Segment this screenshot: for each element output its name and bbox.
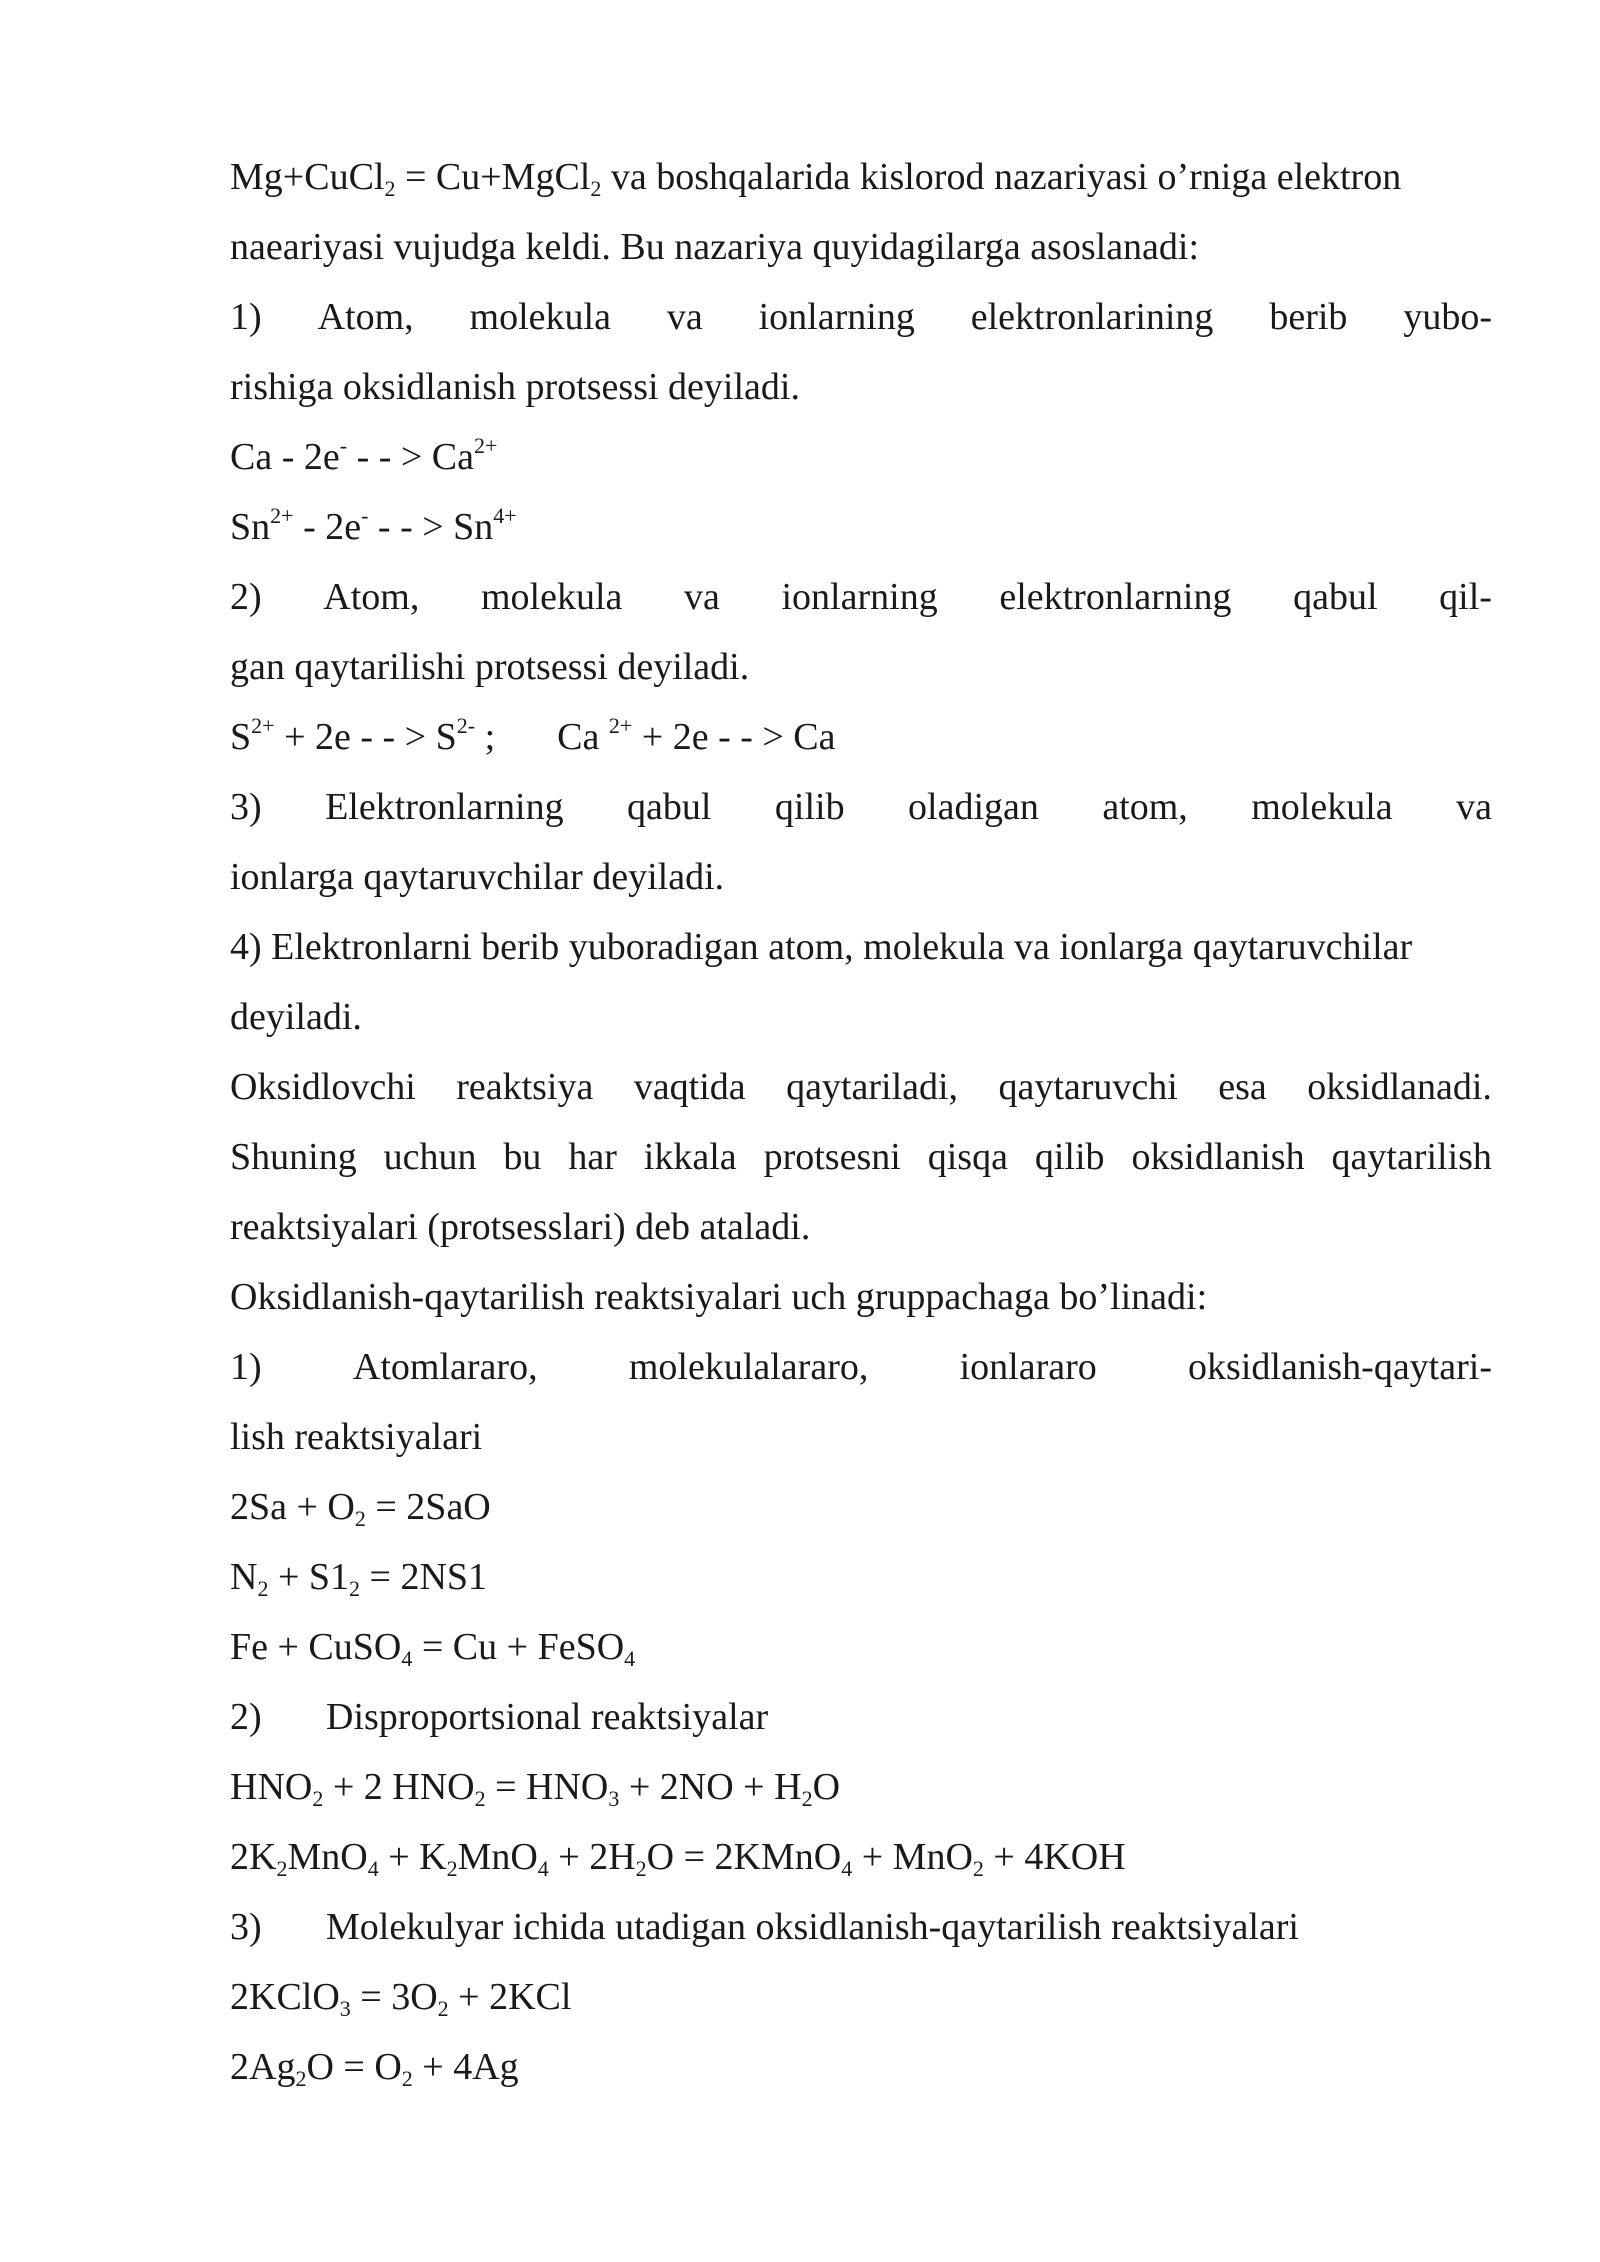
- text: O = 2KMnO: [646, 1836, 842, 1878]
- word: Shuning: [230, 1136, 357, 1178]
- subscript: 2: [590, 176, 602, 201]
- item-1-line-2: rishiga oksidlanish protsessi deyiladi.: [230, 366, 800, 408]
- group-1-line-1: [230, 1341, 1492, 1393]
- word: atom,: [1102, 786, 1188, 828]
- subscript: 2: [635, 1856, 647, 1881]
- item-4-line-1: 4) Elektronlarni berib yuboradigan atom, molekula va ionlarga qaytaruvchilar: [230, 926, 1413, 968]
- subscript: 2: [312, 1786, 324, 1811]
- text: + K: [378, 1836, 447, 1878]
- superscript: -: [361, 503, 369, 528]
- text: MnO: [287, 1836, 368, 1878]
- word: va: [1456, 786, 1492, 828]
- word: har: [568, 1136, 617, 1178]
- word: molekula: [1251, 786, 1393, 828]
- item-2-line-2: gan qaytarilishi protsessi deyiladi.: [230, 646, 750, 688]
- equation-ns: [230, 1551, 1492, 1603]
- group-3-heading: [230, 1901, 1492, 1953]
- subscript: 3: [608, 1786, 620, 1811]
- word: oksidlanish-qaytari-: [1188, 1346, 1492, 1388]
- subscript: 4: [624, 1646, 636, 1671]
- word: protsesni: [763, 1136, 901, 1178]
- word: qaytarilish: [1331, 1136, 1492, 1178]
- text: O = O: [306, 2046, 402, 2088]
- word: va: [684, 576, 720, 618]
- item-3-line-2: ionlarga qaytaruvchilar deyiladi.: [230, 856, 725, 898]
- text: 2Sa + O: [230, 1486, 355, 1528]
- text: O: [812, 1766, 841, 1808]
- word: bu: [503, 1136, 542, 1178]
- text: - - > Ca: [347, 436, 475, 478]
- subscript: 2: [474, 1786, 486, 1811]
- text: + S1: [268, 1556, 350, 1598]
- text: N: [230, 1556, 258, 1598]
- text: + 2KCl: [448, 1976, 572, 2018]
- word: ikkala: [643, 1136, 737, 1178]
- word: ionlarning: [781, 576, 938, 618]
- paragraph-3-line-1: Oksidlanish-qaytarilish reaktsiyalari uch gruppachaga bo’linadi:: [230, 1276, 1208, 1318]
- word: elektronlarining: [970, 296, 1214, 338]
- equation-sao: [230, 1481, 1492, 1533]
- text: + 2H: [548, 1836, 636, 1878]
- subscript: 4: [367, 1856, 379, 1881]
- word: oksidlanish: [1131, 1136, 1305, 1178]
- word: Atom,: [317, 296, 414, 338]
- word: qisqa: [927, 1136, 1008, 1178]
- text: + 2NO + H: [619, 1766, 802, 1808]
- text: ;: [475, 716, 496, 758]
- word: ionlarning: [758, 296, 915, 338]
- text: HNO: [230, 1766, 313, 1808]
- item-1-line-1: [230, 291, 1492, 343]
- text: - - > Sn: [368, 506, 494, 548]
- equation-sn: [230, 501, 1492, 553]
- text: Fe + CuSO: [230, 1626, 402, 1668]
- intro-line-1: [230, 151, 1492, 203]
- text: = HNO: [485, 1766, 609, 1808]
- superscript: 2+: [270, 503, 294, 528]
- word: molekula: [469, 296, 611, 338]
- word: qabul: [627, 786, 712, 828]
- superscript: 2-: [456, 713, 476, 738]
- word: berib: [1269, 296, 1348, 338]
- text: Ca - 2e: [230, 436, 340, 478]
- word: vaqtida: [633, 1066, 746, 1108]
- subscript: 3: [339, 1996, 351, 2021]
- text: + 2e - - > S: [274, 716, 457, 758]
- word: oladigan: [908, 786, 1039, 828]
- intro-line-2: naeariyasi vujudga keldi. Bu nazariya quyidagilarga asoslanadi:: [230, 226, 1200, 268]
- text: + 2 HNO: [323, 1766, 475, 1808]
- text: = Cu+MgCl: [395, 156, 591, 198]
- text: - 2e: [293, 506, 362, 548]
- subscript: 4: [401, 1646, 413, 1671]
- subscript: 2: [295, 2066, 307, 2091]
- text: + MnO: [852, 1836, 973, 1878]
- subscript: 2: [354, 1506, 366, 1531]
- word: qaytaruvchi: [998, 1066, 1178, 1108]
- equation-ag: [230, 2041, 1492, 2093]
- text: + 4Ag: [412, 2046, 519, 2088]
- equation-ca: [230, 431, 1492, 483]
- word: Elektronlarning: [325, 786, 564, 828]
- text: 2KClO: [230, 1976, 340, 2018]
- subscript: 4: [841, 1856, 853, 1881]
- word: qil-: [1439, 576, 1492, 618]
- text: = 2SaO: [365, 1486, 491, 1528]
- subscript: 2: [276, 1856, 288, 1881]
- subscript: 2: [801, 1786, 813, 1811]
- equation-kclo: [230, 1971, 1492, 2023]
- word: uchun: [383, 1136, 477, 1178]
- text: = Cu + FeSO: [412, 1626, 625, 1668]
- superscript: 4+: [493, 503, 517, 528]
- word: molekulalararo,: [628, 1346, 869, 1388]
- subscript: 2: [446, 1856, 458, 1881]
- equation-kmno: [230, 1831, 1492, 1883]
- text: MnO: [457, 1836, 538, 1878]
- text: S: [230, 716, 252, 758]
- word: reaktsiya: [456, 1066, 594, 1108]
- list-number: 3): [230, 786, 262, 828]
- item-3-line-1: [230, 781, 1492, 833]
- subscript: 4: [537, 1856, 549, 1881]
- word: Atomlararo,: [352, 1346, 538, 1388]
- paragraph-2-line-1: [230, 1061, 1492, 1113]
- word: qabul: [1293, 576, 1378, 618]
- word: qilib: [774, 786, 845, 828]
- word: Atom,: [323, 576, 420, 618]
- text: 2K: [230, 1836, 277, 1878]
- group-2-heading: [230, 1691, 1492, 1743]
- subscript: 2: [349, 1576, 361, 1601]
- text: Mg+CuCl: [230, 156, 385, 198]
- heading-text: Molekulyar ichida utadigan oksidlanish-qaytarilish reaktsiyalari: [326, 1906, 1299, 1948]
- word: yubo-: [1403, 296, 1492, 338]
- word: qaytariladi,: [786, 1066, 959, 1108]
- equation-s-ca: [230, 711, 1492, 763]
- list-number: 3): [230, 1906, 262, 1948]
- equation-fe: [230, 1621, 1492, 1673]
- heading-text: Disproportsional reaktsiyalar: [326, 1696, 769, 1738]
- word: oksidlanadi.: [1307, 1066, 1492, 1108]
- item-4-line-2: deyiladi.: [230, 996, 362, 1038]
- word: va: [666, 296, 703, 338]
- text: Ca: [557, 716, 609, 758]
- paragraph-2-line-2: [230, 1131, 1492, 1183]
- superscript: 2+: [608, 713, 633, 738]
- text: va boshqalarida kislorod nazariyasi o’rniga elektron: [601, 156, 1402, 198]
- superscript: 2+: [474, 433, 498, 458]
- superscript: 2+: [251, 713, 275, 738]
- subscript: 2: [972, 1856, 984, 1881]
- paragraph-2-line-3: reaktsiyalari (protsesslari) deb ataladi.: [230, 1206, 811, 1248]
- word: Oksidlovchi: [230, 1066, 416, 1108]
- text: 2Ag: [230, 2046, 296, 2088]
- word: ionlararo: [959, 1346, 1097, 1388]
- text: = 2NS1: [360, 1556, 488, 1598]
- text: + 4KOH: [983, 1836, 1126, 1878]
- equation-hno: [230, 1761, 1492, 1813]
- text: = 3O: [350, 1976, 438, 2018]
- group-1-line-2: lish reaktsiyalari: [230, 1416, 483, 1458]
- superscript: -: [339, 433, 348, 458]
- list-number: 1): [230, 296, 262, 338]
- word: qilib: [1034, 1136, 1105, 1178]
- subscript: 2: [401, 2066, 413, 2091]
- text: + 2e - - > Ca: [632, 716, 836, 758]
- subscript: 2: [384, 176, 396, 201]
- word: esa: [1218, 1066, 1267, 1108]
- item-2-line-1: [230, 571, 1492, 623]
- list-number: 1): [230, 1346, 262, 1388]
- list-number: 2): [230, 576, 262, 618]
- text: Sn: [230, 506, 271, 548]
- word: elektronlarning: [999, 576, 1232, 618]
- subscript: 2: [437, 1996, 449, 2021]
- list-number: 2): [230, 1696, 262, 1738]
- word: molekula: [480, 576, 623, 618]
- subscript: 2: [257, 1576, 269, 1601]
